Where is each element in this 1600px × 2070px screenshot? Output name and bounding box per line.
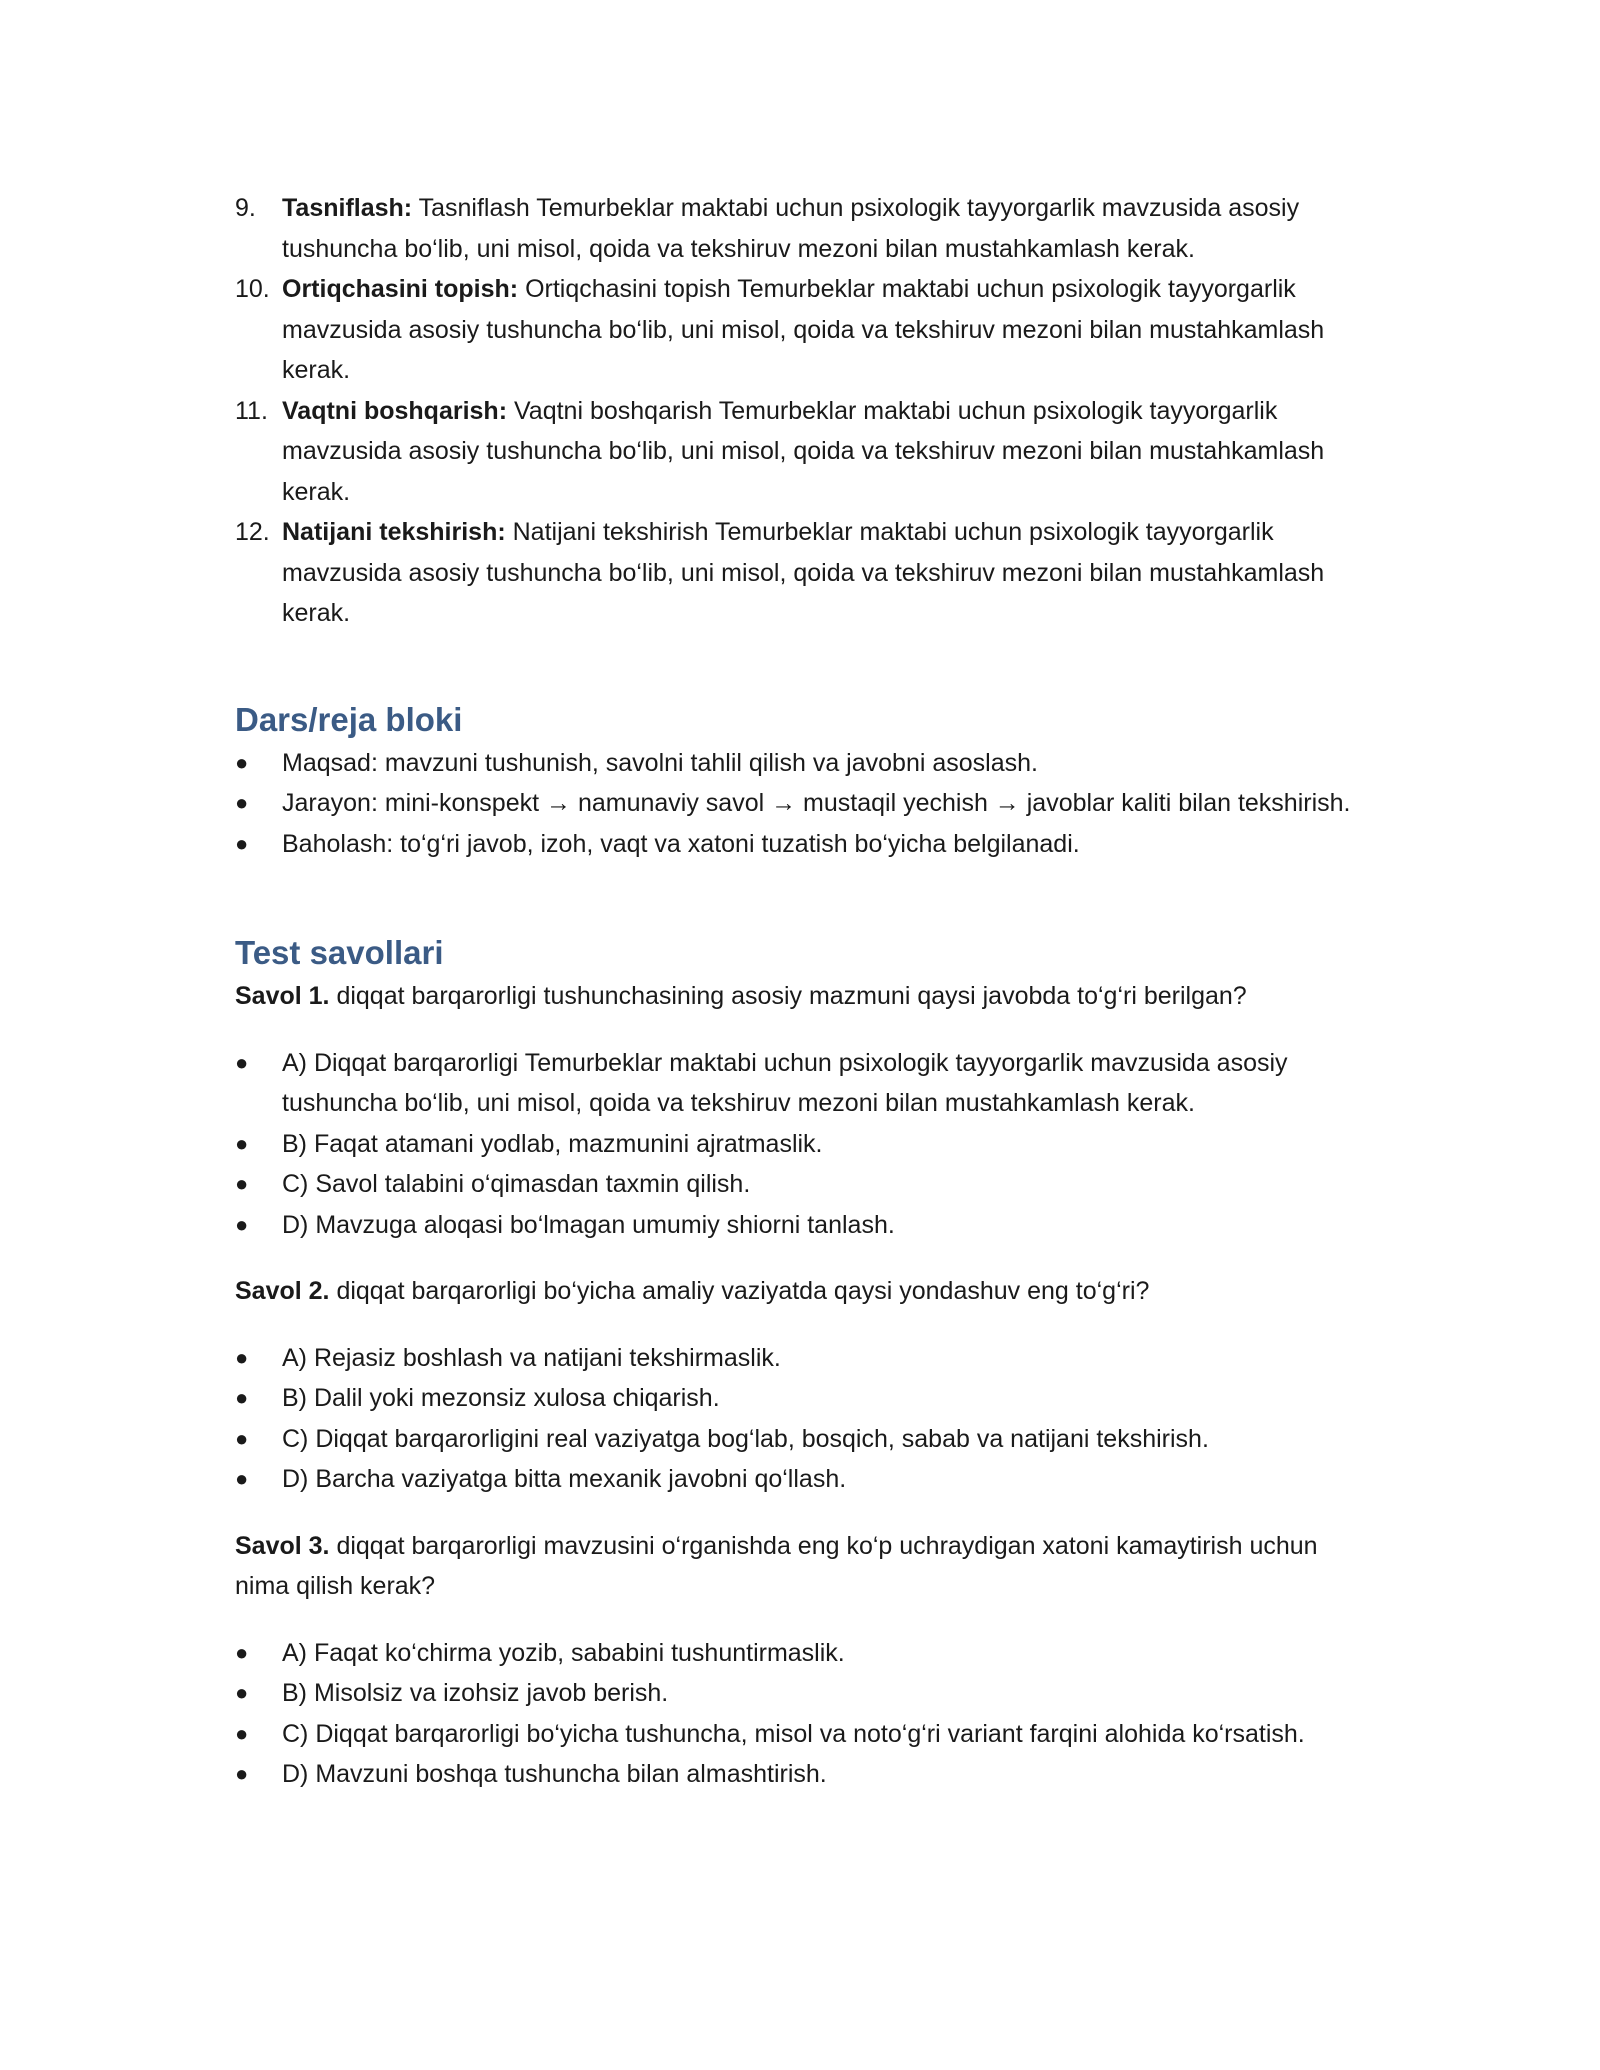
item-number: 10. (235, 275, 270, 303)
option-item (235, 1419, 1365, 1460)
list-item (235, 269, 1365, 391)
option-text: A) Diqqat barqarorligi Temurbeklar maktabi uchun psixologik tayyorgarlik mavzusida asosiy tushuncha bo‘lib, uni misol, qoida va tekshiruv mezoni bilan mustahkamlash kerak. (282, 1048, 1288, 1117)
item-term: Tasniflash: (282, 194, 413, 222)
option-item (235, 1754, 1365, 1795)
option-item (235, 1164, 1365, 1205)
item-term: Vaqtni boshqarish: (282, 396, 508, 425)
option-text: B) Faqat atamani yodlab, mazmunini ajratmaslik. (282, 1129, 823, 1158)
option-item (235, 1043, 1365, 1124)
bullet-icon: ● (235, 1171, 249, 1196)
item-number: 12. (235, 518, 270, 546)
options-list (235, 1043, 1365, 1246)
option-text: A) Rejasiz boshlash va natijani tekshirmaslik. (282, 1343, 781, 1372)
option-item (235, 1459, 1365, 1500)
question-text: diqqat barqarorligi mavzusini o‘rganishda eng ko‘p uchraydigan xatoni kamaytirish uchun nima qilish kerak? (235, 1531, 1318, 1600)
option-item (235, 1714, 1365, 1755)
bullet-icon: ● (235, 1049, 249, 1075)
bullet-icon: ● (235, 1385, 249, 1410)
bullet-icon: ● (235, 1639, 249, 1665)
bullet-list (235, 743, 1365, 865)
question-label: Savol 1. (235, 982, 330, 1010)
bullet-icon: ● (235, 1344, 249, 1370)
bullet-icon: ● (235, 1466, 249, 1491)
item-text: Tasniflash Temurbeklar maktabi uchun psixologik tayyorgarlik mavzusida asosiy tushuncha bo‘lib, uni misol, qoida va tekshiruv mezoni bilan mustahkamlash kerak. (282, 194, 1300, 263)
question-text: diqqat barqarorligi bo‘yicha amaliy vaziyatda qaysi yondashuv eng to‘g‘ri? (329, 1277, 1150, 1305)
numbered-list (235, 188, 1365, 634)
item-number: 9. (235, 194, 256, 222)
section-heading-dars: Dars/reja bloki (235, 700, 463, 738)
section-heading-test: Test savollari (235, 934, 444, 971)
item-text: Natijani tekshirish Temurbeklar maktabi uchun psixologik tayyorgarlik mavzusida asosiy tushuncha bo‘lib, uni misol, qoida va tekshiruv mezoni bilan mustahkamlash kerak. (282, 518, 1325, 627)
list-item (235, 743, 1365, 784)
item-text: Baholash: to‘g‘ri javob, izoh, vaqt va xatoni tuzatish bo‘yicha belgilanadi. (282, 829, 1080, 858)
question-1 (235, 976, 1365, 1017)
bullet-icon: ● (235, 1211, 249, 1237)
option-item (235, 1673, 1365, 1714)
item-term: Natijani tekshirish: (282, 518, 506, 546)
list-item (235, 824, 1365, 865)
option-item (235, 1124, 1365, 1165)
question-label: Savol 2. (235, 1277, 330, 1305)
option-text: C) Diqqat barqarorligini real vaziyatga bog‘lab, bosqich, sabab va natijani tekshirish. (282, 1424, 1209, 1453)
document-page (235, 188, 1365, 1795)
bullet-icon: ● (235, 1680, 249, 1705)
bullet-icon: ● (235, 1425, 249, 1451)
item-number: 11. (235, 396, 268, 425)
bullet-icon: ● (235, 1761, 249, 1786)
options-list (235, 1633, 1365, 1795)
bullet-icon: ● (235, 830, 249, 856)
bullet-icon: ● (235, 1720, 249, 1746)
option-text: D) Mavzuni boshqa tushuncha bilan almashtirish. (282, 1760, 827, 1788)
option-text: A) Faqat ko‘chirma yozib, sababini tushuntirmaslik. (282, 1638, 845, 1667)
list-item (235, 783, 1365, 824)
option-item (235, 1338, 1365, 1379)
list-item (235, 512, 1365, 634)
option-text: B) Misolsiz va izohsiz javob berish. (282, 1679, 669, 1707)
option-text: D) Barcha vaziyatga bitta mexanik javobni qo‘llash. (282, 1465, 847, 1493)
list-item (235, 391, 1365, 513)
option-item (235, 1205, 1365, 1246)
bullet-icon: ● (235, 1130, 249, 1156)
option-text: D) Mavzuga aloqasi bo‘lmagan umumiy shiorni tanlash. (282, 1210, 895, 1239)
question-label: Savol 3. (235, 1531, 330, 1560)
item-text: Vaqtni boshqarish Temurbeklar maktabi uchun psixologik tayyorgarlik mavzusida asosiy tushuncha bo‘lib, uni misol, qoida va tekshiruv mezoni bilan mustahkamlash kerak. (282, 396, 1325, 506)
option-text: C) Savol talabini o‘qimasdan taxmin qilish. (282, 1170, 751, 1198)
option-text: B) Dalil yoki mezonsiz xulosa chiqarish. (282, 1384, 720, 1412)
question-2 (235, 1271, 1365, 1312)
item-text: Jarayon: mini-konspekt → namunaviy savol → mustaqil yechish → javoblar kaliti bilan tekshirish. (282, 789, 1351, 817)
item-text: Ortiqchasini topish Temurbeklar maktabi uchun psixologik tayyorgarlik mavzusida asosiy tushuncha bo‘lib, uni misol, qoida va tekshiruv mezoni bilan mustahkamlash kerak. (282, 275, 1325, 384)
option-item (235, 1633, 1365, 1674)
item-term: Ortiqchasini topish: (282, 275, 519, 303)
bullet-icon: ● (235, 790, 249, 815)
options-list (235, 1338, 1365, 1500)
option-item (235, 1378, 1365, 1419)
question-text: diqqat barqarorligi tushunchasining asosiy mazmuni qaysi javobda to‘g‘ri berilgan? (329, 982, 1247, 1010)
option-text: C) Diqqat barqarorligi bo‘yicha tushuncha, misol va noto‘g‘ri variant farqini alohida ko‘rsatish. (282, 1719, 1305, 1748)
bullet-icon: ● (235, 749, 249, 775)
item-text: Maqsad: mavzuni tushunish, savolni tahlil qilish va javobni asoslash. (282, 748, 1038, 777)
question-3 (235, 1526, 1365, 1607)
list-item (235, 188, 1365, 269)
